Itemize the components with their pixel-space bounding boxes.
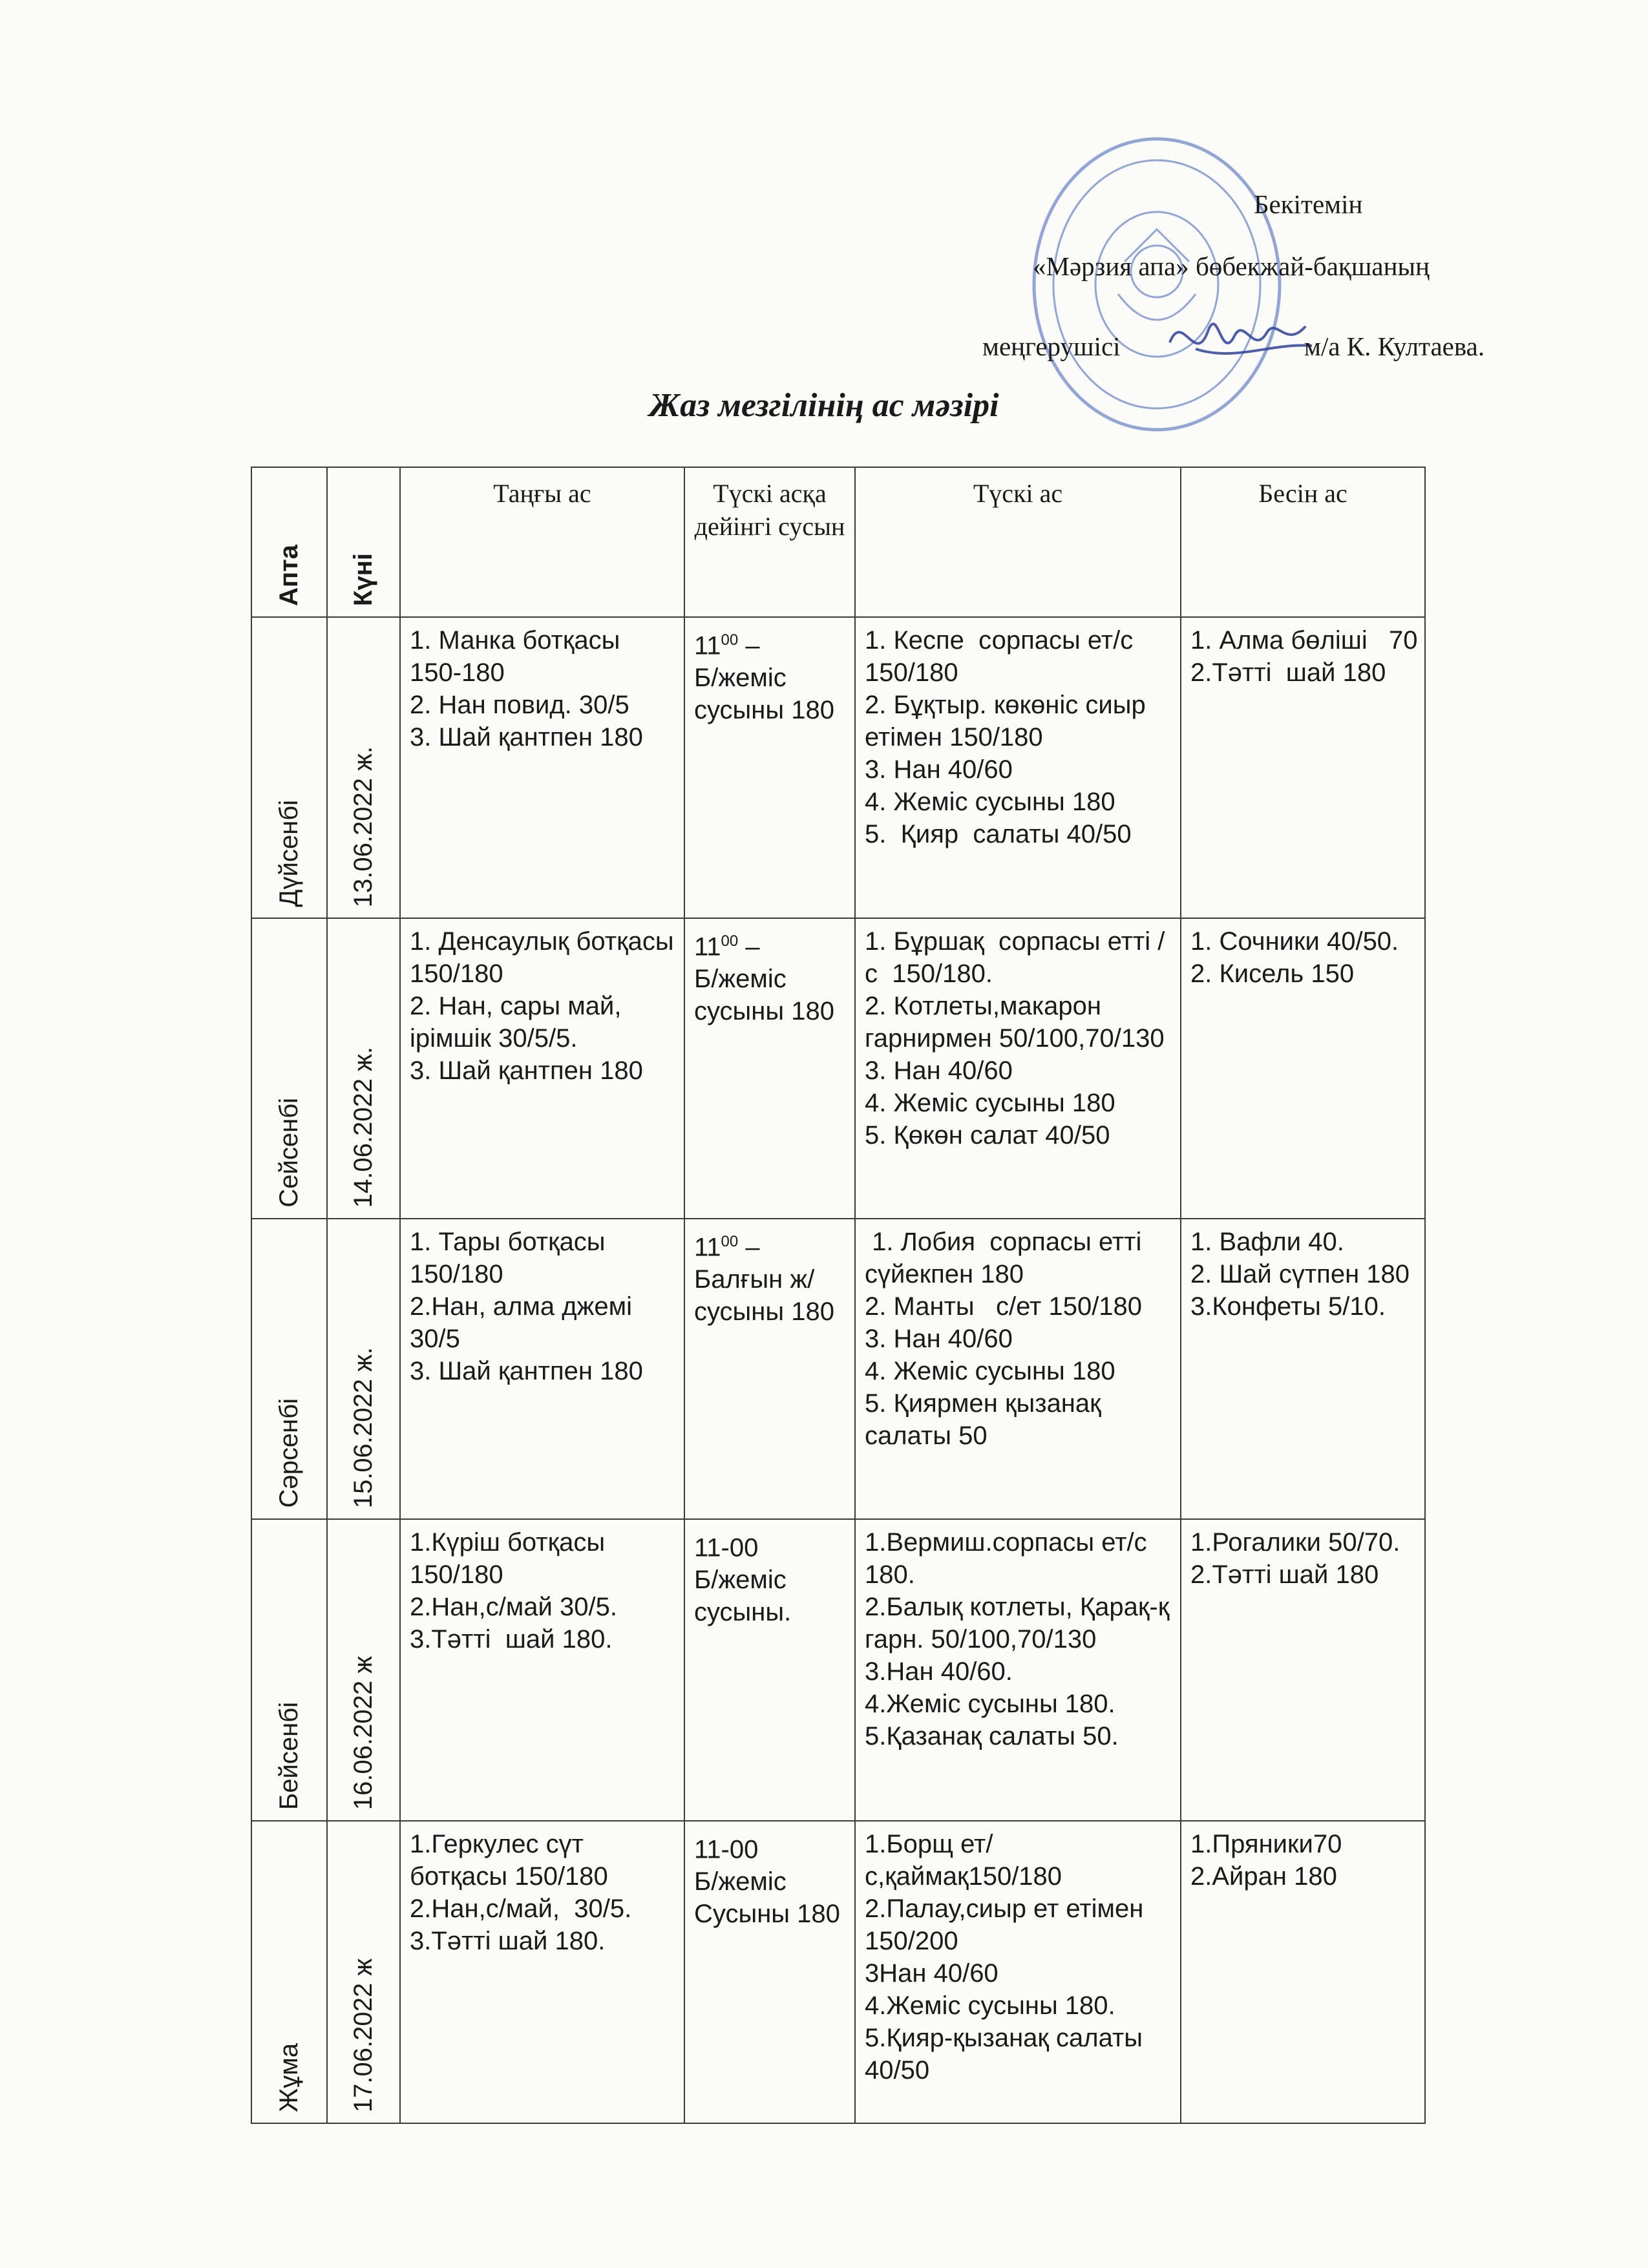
table-row xyxy=(251,1519,1425,1821)
menu-table xyxy=(251,467,1426,2124)
approval-line-approve: Бекітемін xyxy=(1254,189,1363,219)
date-cell: 15.06.2022 ж. xyxy=(327,1219,400,1519)
approval-line-institution: «Мәрзия апа» бөбекжай-бақшаның xyxy=(1033,251,1430,281)
snack-cell: 1. Алма бөліші 70 2.Тәтті шай 180 xyxy=(1181,617,1425,918)
header-snack: Бесін ас xyxy=(1181,467,1425,617)
table-row xyxy=(251,1821,1425,2123)
lunch-cell: 1.Борщ ет/с,қаймақ150/180 2.Палау,сиыр ет етімен 150/200 3Нан 40/60 4.Жеміс сусыны 180. 5.Қияр-қызанақ салаты 40/50 xyxy=(855,1821,1181,2123)
date-cell: 16.06.2022 ж xyxy=(327,1519,400,1821)
breakfast-cell: 1. Манка ботқасы 150-180 2. Нан повид. 30/5 3. Шай қантпен 180 xyxy=(400,617,684,918)
header-row xyxy=(251,467,1425,617)
header-breakfast: Таңғы ас xyxy=(400,467,684,617)
pre-lunch-drink-cell: 11-00 Б/жеміс сусыны. xyxy=(684,1519,855,1821)
approval-line-position: меңгерушісі xyxy=(982,331,1121,361)
weekday-cell: Дүйсенбі xyxy=(251,617,327,918)
weekday-cell: Сейсенбі xyxy=(251,918,327,1219)
weekday-cell: Сәрсенбі xyxy=(251,1219,327,1519)
header-pre-lunch-drink: Түскі асқа дейінгі сусын xyxy=(684,467,855,617)
breakfast-cell: 1.Геркулес сүт ботқасы 150/180 2.Нан,с/май, 30/5. 3.Тәтті шай 180. xyxy=(400,1821,684,2123)
breakfast-cell: 1. Тары ботқасы 150/180 2.Нан, алма джемі 30/5 3. Шай қантпен 180 xyxy=(400,1219,684,1519)
snack-cell: 1. Сочники 40/50. 2. Кисель 150 xyxy=(1181,918,1425,1219)
pre-lunch-drink-cell: 11-00 Б/жеміс Сусыны 180 xyxy=(684,1821,855,2123)
table-row xyxy=(251,918,1425,1219)
snack-cell: 1. Вафли 40. 2. Шай сүтпен 180 3.Конфеты 5/10. xyxy=(1181,1219,1425,1519)
approval-block xyxy=(0,0,1648,388)
lunch-cell: 1. Лобия сорпасы етті сүйекпен 180 2. Манты с/ет 150/180 3. Нан 40/60 4. Жеміс сусыны 180 5. Қиярмен қызанақ салаты 50 xyxy=(855,1219,1181,1519)
snack-cell: 1.Пряники70 2.Айран 180 xyxy=(1181,1821,1425,2123)
signature-mark xyxy=(1157,304,1318,375)
date-cell: 13.06.2022 ж. xyxy=(327,617,400,918)
date-cell: 17.06.2022 ж xyxy=(327,1821,400,2123)
date-cell: 14.06.2022 ж. xyxy=(327,918,400,1219)
header-week: Апта xyxy=(251,467,327,617)
pre-lunch-drink-cell: $11^{00}$ – Балғын ж/сусыны 180 xyxy=(684,1219,855,1519)
table-row xyxy=(251,617,1425,918)
weekday-cell: Бейсенбі xyxy=(251,1519,327,1821)
table-row xyxy=(251,1219,1425,1519)
breakfast-cell: 1. Денсаулық ботқасы 150/180 2. Нан, сары май, ірімшік 30/5/5. 3. Шай қантпен 180 xyxy=(400,918,684,1219)
header-day: Күні xyxy=(327,467,400,617)
breakfast-cell: 1.Күріш ботқасы 150/180 2.Нан,с/май 30/5. 3.Тәтті шай 180. xyxy=(400,1519,684,1821)
document-title: Жаз мезгілінің ас мәзірі xyxy=(649,387,999,424)
pre-lunch-drink-cell: $11^{00}$ – Б/жеміс сусыны 180 xyxy=(684,617,855,918)
header-lunch: Түскі ас xyxy=(855,467,1181,617)
weekday-cell: Жұма xyxy=(251,1821,327,2123)
approval-line-name: м/а К. Култаева. xyxy=(1304,331,1485,361)
lunch-cell: 1.Вермиш.сорпасы ет/с 180. 2.Балық котлеты, Қарақ-қ гарн. 50/100,70/130 3.Нан 40/60. 4.Жеміс сусыны 180. 5.Қазанақ салаты 50. xyxy=(855,1519,1181,1821)
lunch-cell: 1. Бұршақ сорпасы етті /с 150/180. 2. Котлеты,макарон гарнирмен 50/100,70/130 3. Нан 40/60 4. Жеміс сусыны 180 5. Қөкөн салат 40/50 xyxy=(855,918,1181,1219)
pre-lunch-drink-cell: $11^{00}$ – Б/жеміс сусыны 180 xyxy=(684,918,855,1219)
lunch-cell: 1. Кеспе сорпасы ет/с 150/180 2. Бұқтыр. көкөніс сиыр етімен 150/180 3. Нан 40/60 4. Жеміс сусыны 180 5. Қияр салаты 40/50 xyxy=(855,617,1181,918)
snack-cell: 1.Рогалики 50/70. 2.Тәтті шай 180 xyxy=(1181,1519,1425,1821)
